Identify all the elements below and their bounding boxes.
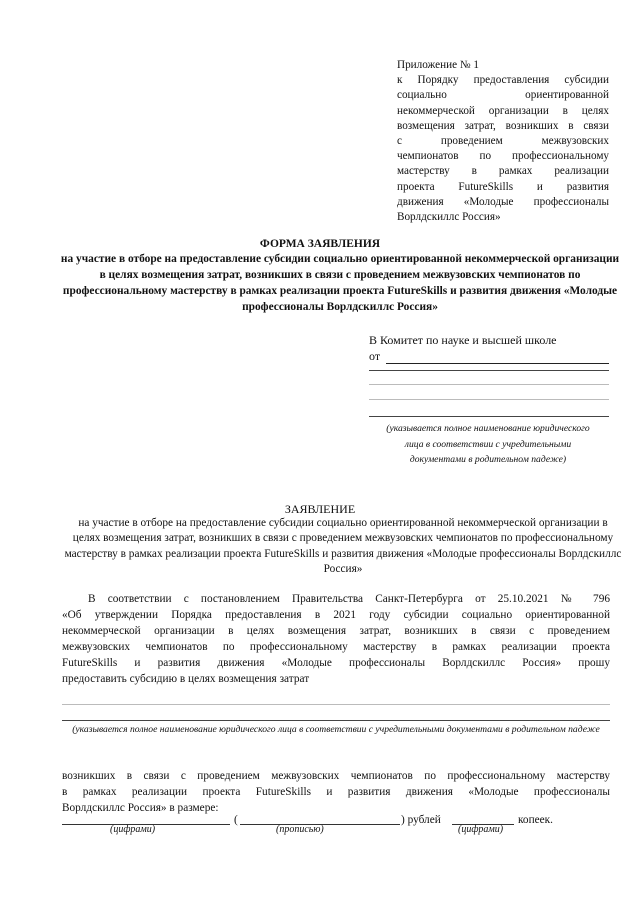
appendix-line: возмещения затрат, возникших в связи <box>397 119 609 132</box>
hint-words: (прописью) <box>276 824 324 835</box>
appendix-line: социально ориентированной <box>397 89 609 102</box>
appendix-title: Приложение № 1 <box>397 59 479 71</box>
hint-digits: (цифрами) <box>110 824 156 835</box>
from-input-line[interactable] <box>386 351 609 364</box>
body-paragraph-2 <box>62 768 610 816</box>
addressee-hint: (указывается полное наименование юридического лица в соответствии с учредительными документами в родительном падеже) <box>386 423 590 466</box>
appendix-line: Ворлдскиллс Россия» <box>397 211 501 224</box>
appendix-line: с проведением межвузовских <box>397 135 609 148</box>
amount-hints <box>62 824 610 838</box>
appendix-line: некоммерческой организации в целях <box>397 104 609 117</box>
appendix-line: к Порядку предоставления субсидии <box>397 74 609 87</box>
fill-line[interactable] <box>369 416 609 417</box>
appendix-line: проекта FutureSkills и развития <box>397 180 609 193</box>
addressee-to: В Комитет по науке и высшей школе <box>369 333 557 347</box>
amount-kop-label: копеек. <box>518 814 553 826</box>
hint-digits-kopeks: (цифрами) <box>458 824 504 835</box>
amount-open-paren: ( <box>234 814 238 826</box>
fill-line[interactable] <box>369 370 609 371</box>
fill-line[interactable] <box>369 399 609 400</box>
amount-rub-label: ) рублей <box>401 814 441 826</box>
body-line: в рамках реализации проекта FutureSkills и развития движения «Молодые профессионалы <box>62 786 610 798</box>
body-line: Ворлдскиллс Россия» в размере: <box>62 802 219 814</box>
org-name-hint: (указывается полное наименование юридического лица в соответствии с учредительными документами в родительном падеже <box>72 724 600 735</box>
body-line: возникших в связи с проведением межвузовских чемпионатов по профессиональному мастерству <box>62 770 610 782</box>
fill-line[interactable] <box>369 384 609 385</box>
body-line: «Об утверждении Порядка предоставления в 2021 году субсидии социально ориентированной <box>62 609 610 621</box>
body-paragraph <box>62 591 610 687</box>
appendix-line: движения «Молодые профессионалы <box>397 195 609 208</box>
body-line: некоммерческой организации в целях возмещения затрат, возникших в связи с проведением <box>62 625 610 637</box>
body-line: FutureSkills и развития движения «Молодые профессионалы Ворлдскиллс Россия» прошу <box>62 657 610 669</box>
addressee-block <box>369 332 609 364</box>
appendix-block <box>397 58 609 225</box>
addressee-from-row <box>369 348 609 364</box>
appendix-line: мастерству в рамках реализации <box>397 165 609 178</box>
body-line: межвузовских чемпионатов по профессиональному мастерству в рамках реализации проекта <box>62 641 610 653</box>
appendix-line: чемпионатов по профессиональному <box>397 150 609 163</box>
fill-line[interactable] <box>62 720 610 721</box>
from-label: от <box>369 349 381 363</box>
body-line: предоставить субсидию в целях возмещения затрат <box>62 673 310 685</box>
form-title: ФОРМА ЗАЯВЛЕНИЯ <box>259 238 381 250</box>
form-subtitle: на участие в отборе на предоставление субсидии социально ориентированной некоммерческой организации в целях возмещения затрат, возникших в связи с проведением межвузовских чемпионатов по профессиональному мастерству в рамках реализации проекта FutureSkills и развития движения «Молодые профессионалы Ворлдскиллс Россия» <box>60 253 620 313</box>
application-title: ЗАЯВЛЕНИЕ <box>284 502 356 516</box>
fill-line[interactable] <box>62 704 610 705</box>
body-line: В соответствии с постановлением Правительства Санкт-Петербурга от 25.10.2021 № 796 <box>88 593 610 605</box>
application-subtitle: на участие в отборе на предоставление субсидии социально ориентированной некоммерческой организации в целях возмещения затрат, возникших в связи с проведением межвузовских чемпионатов по профессиональному мастерству в рамках реализации проекта FutureSkills и развития движения «Молодые профессионалы Ворлдскиллс Россия» <box>64 517 622 576</box>
